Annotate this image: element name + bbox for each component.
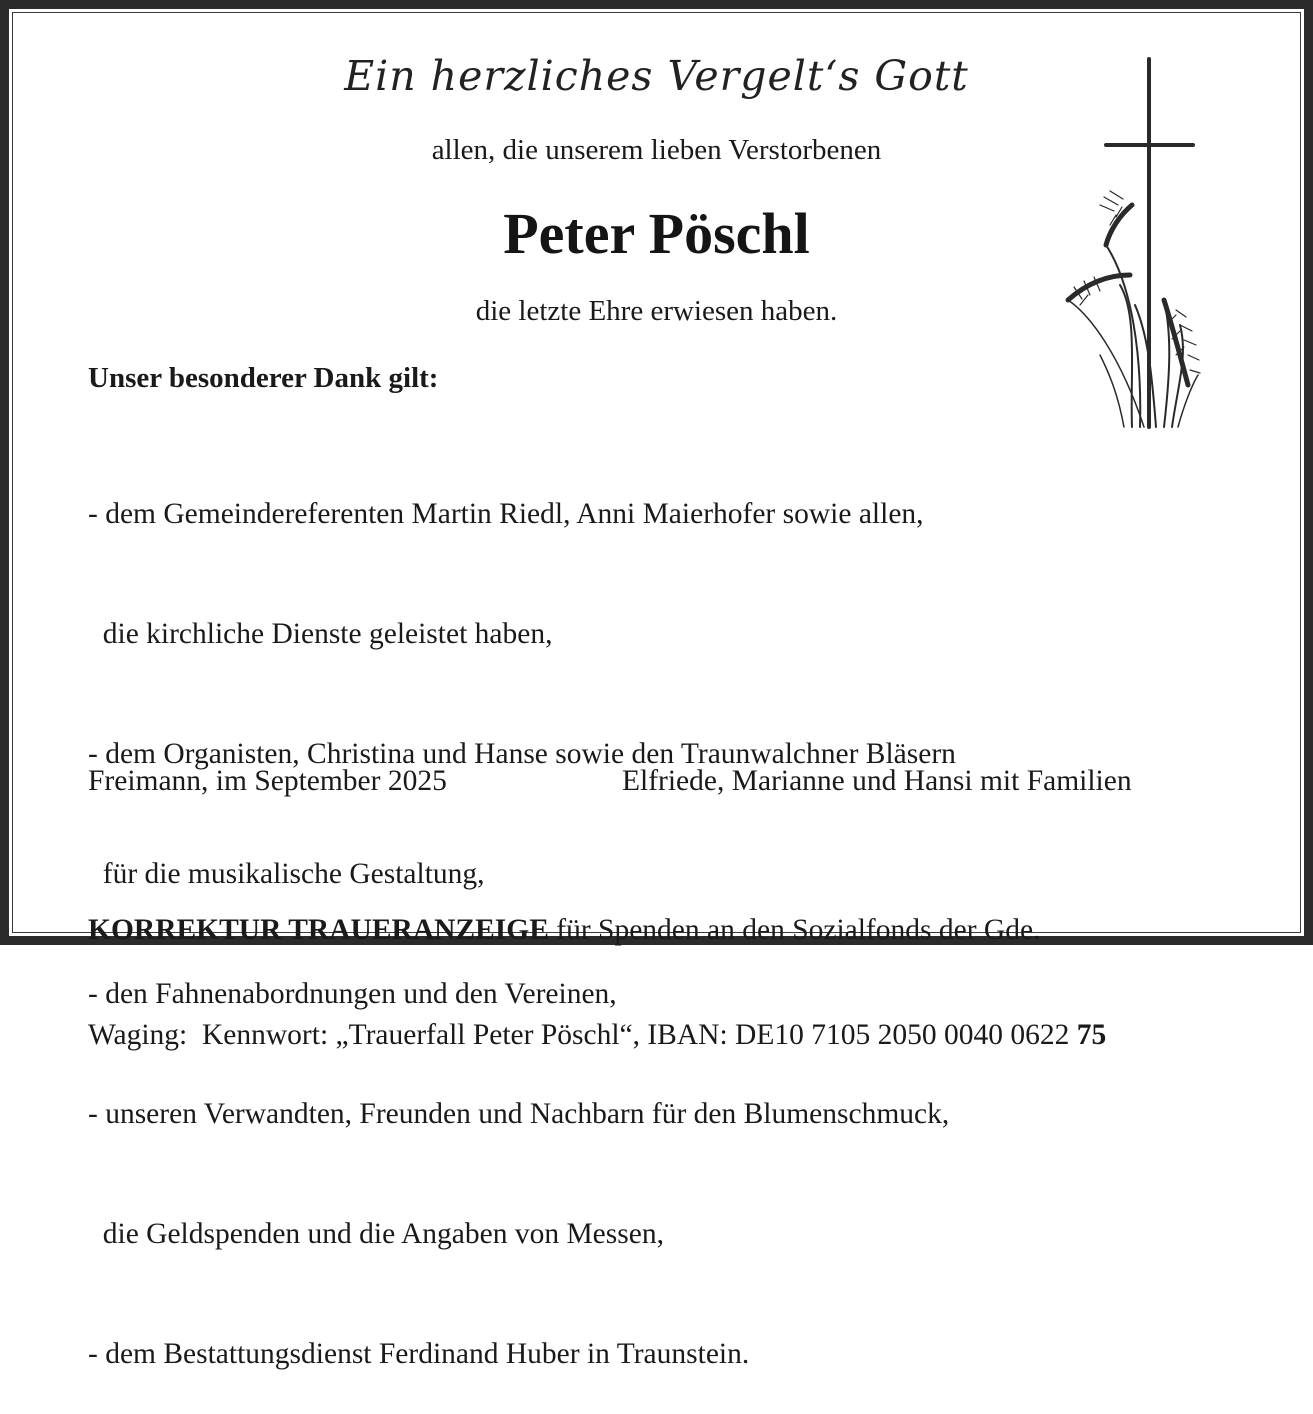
thanks-line: - unseren Verwandten, Freunden und Nachbarn für den Blumenschmuck, (88, 1098, 950, 1130)
thanks-line: für die musikalische Gestaltung, (88, 858, 485, 890)
thanks-line: - dem Gemeindereferenten Martin Riedl, Anni Maierhofer sowie allen, (88, 498, 924, 530)
cross-with-wheat-icon (1060, 55, 1205, 435)
subline: allen, die unserem lieben Verstorbenen (431, 134, 882, 166)
thanks-line: - dem Organisten, Christina und Hanse sowie den Traunwalchner Bläsern (88, 738, 956, 770)
thanks-line: die kirchliche Dienste geleistet haben, (88, 618, 553, 650)
honor-line: die letzte Ehre erwiesen haben. (475, 295, 838, 327)
deceased-name: Peter Pöschl (503, 201, 810, 266)
correction-line-1-text: für Spenden an den Sozialfonds der Gde. (548, 914, 1041, 946)
thanks-line: - den Fahnenabordnungen und den Vereinen, (88, 978, 617, 1010)
correction-notice (88, 843, 1106, 1088)
thanks-heading: Unser besonderer Dank gilt: (88, 362, 439, 394)
iban-last-digits: 75 (1076, 1019, 1107, 1051)
correction-line-2-text: Waging: Kennwort: „Trauerfall Peter Pöschl“, IBAN: DE10 7105 2050 0040 0622 (88, 1019, 1077, 1051)
thanks-line: die Geldspenden und die Angaben von Messen, (88, 1218, 664, 1250)
thanks-line: - dem Bestattungsdienst Ferdinand Huber in Traunstein. (88, 1338, 750, 1370)
correction-line-2 (88, 1018, 1106, 1053)
place-date: Freimann, im September 2025 (88, 765, 447, 797)
correction-line-1 (88, 913, 1106, 948)
correction-label: KORREKTUR TRAUERANZEIGE (88, 914, 549, 946)
signers: Elfriede, Marianne und Hansi mit Familien (622, 765, 1132, 797)
headline: Ein herzliches Vergelt‘s Gott (344, 52, 969, 100)
